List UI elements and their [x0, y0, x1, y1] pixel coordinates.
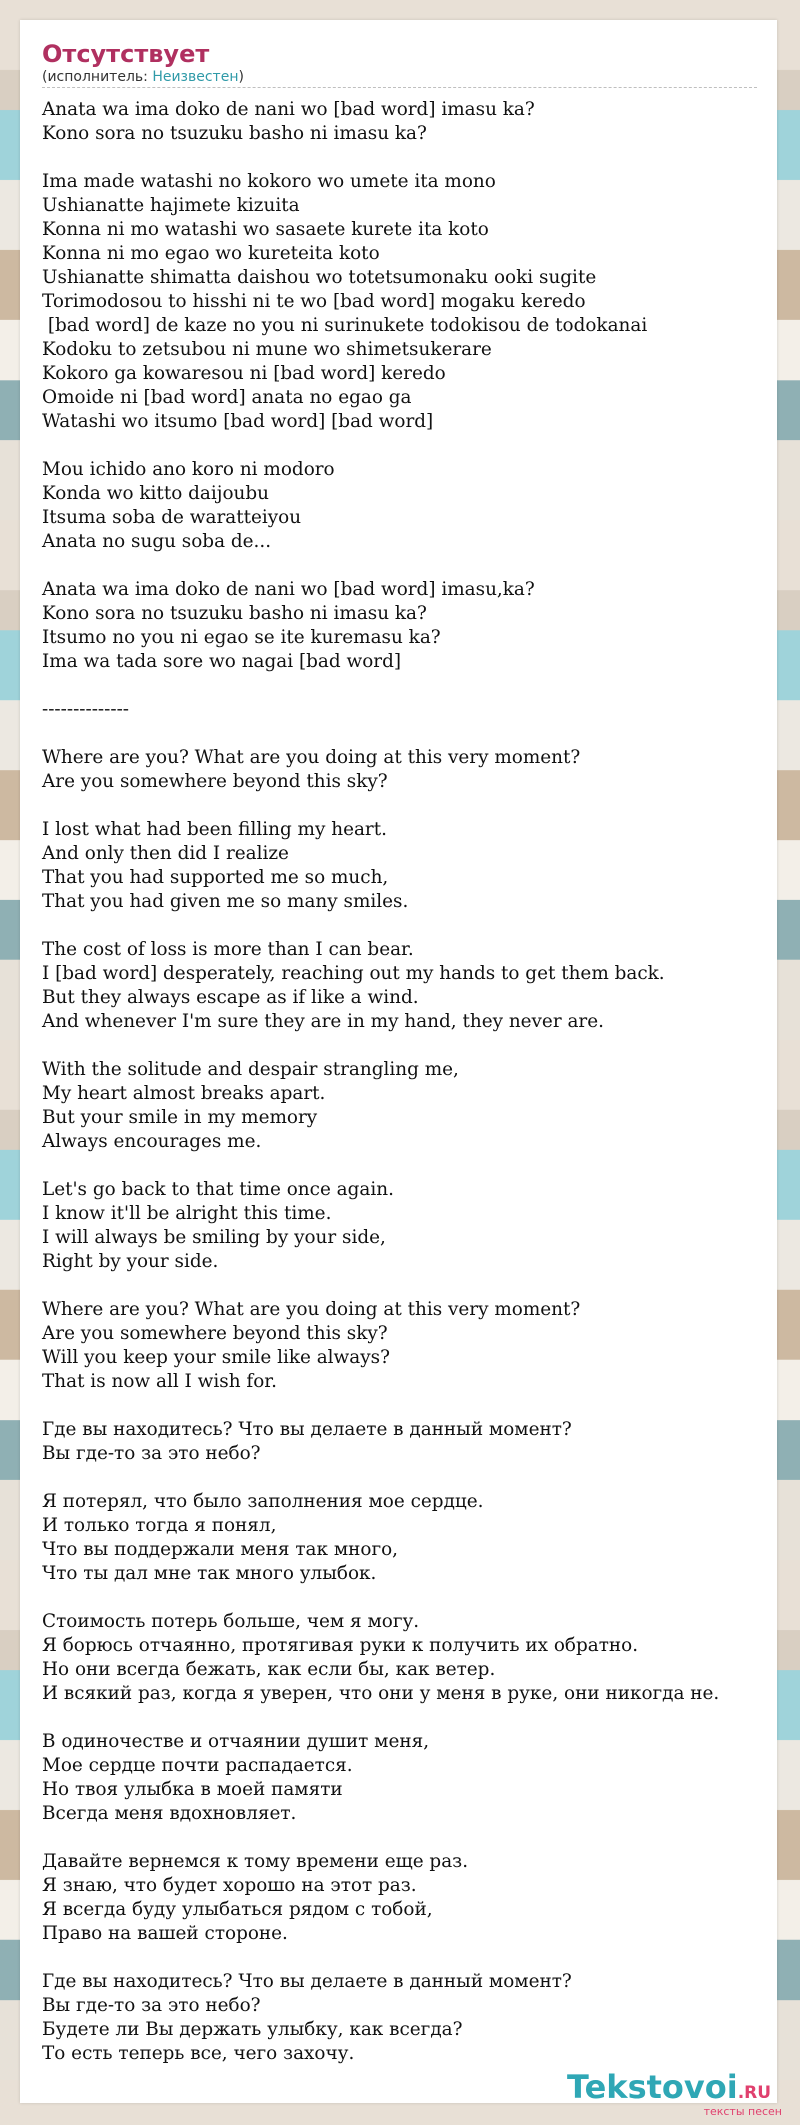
- lyric-line: Ima made watashi no kokoro wo umete ita mono: [42, 171, 496, 192]
- lyric-line: Что вы поддержали меня так много,: [42, 1539, 399, 1560]
- lyric-line: My heart almost breaks apart.: [42, 1083, 326, 1104]
- lyric-line: Kono sora no tsuzuku basho ni imasu ka?: [42, 603, 427, 624]
- lyric-line: Anata no sugu soba de...: [42, 531, 272, 552]
- lyric-line: [42, 1154, 800, 1178]
- lyric-line: And whenever I'm sure they are in my hand, they never are.: [42, 1011, 604, 1032]
- lyric-line: [42, 1274, 800, 1298]
- lyric-line: Ushianatte shimatta daishou wo totetsumonaku ooki sugite: [42, 267, 597, 288]
- lyric-line: [42, 1946, 800, 1970]
- lyric-line: --------------: [42, 699, 129, 720]
- lyric-line: Мое сердце почти распадается.: [42, 1755, 353, 1776]
- lyric-line: [42, 1706, 800, 1730]
- lyric-line: Всегда меня вдохновляет.: [42, 1803, 297, 1824]
- lyric-line: Kono sora no tsuzuku basho ni imasu ka?: [42, 123, 427, 144]
- lyric-line: Always encourages me.: [42, 1131, 262, 1152]
- lyric-line: И всякий раз, когда я уверен, что они у меня в руке, они никогда не.: [42, 1683, 720, 1704]
- lyric-line: [42, 674, 800, 698]
- lyric-line: Будете ли Вы держать улыбку, как всегда?: [42, 2019, 463, 2040]
- lyric-line: I lost what had been filling my heart.: [42, 819, 387, 840]
- lyric-line: Mou ichido ano koro ni modoro: [42, 459, 335, 480]
- lyric-line: Torimodosou to hisshi ni te wo [bad word] mogaku keredo: [42, 291, 586, 312]
- lyric-line: Anata wa ima doko de nani wo [bad word] imasu ka?: [42, 99, 535, 120]
- lyric-line: [42, 914, 800, 938]
- lyric-line: Itsuma soba de waratteiyou: [42, 507, 302, 528]
- lyric-line: Где вы находитесь? Что вы делаете в данный момент?: [42, 1419, 572, 1440]
- artist-prefix: (исполнитель:: [42, 69, 153, 85]
- logo-name: Tekstovoi: [567, 2068, 738, 2106]
- lyric-line: Но они всегда бежать, как если бы, как ветер.: [42, 1659, 496, 1680]
- lyric-line: Вы где-то за это небо?: [42, 1443, 261, 1464]
- lyric-line: Let's go back to that time once again.: [42, 1179, 394, 1200]
- lyric-line: Kodoku to zetsubou ni mune wo shimetsukerare: [42, 339, 492, 360]
- lyric-line: Ushianatte hajimete kizuita: [42, 195, 300, 216]
- lyric-line: [42, 1034, 800, 1058]
- lyric-line: Are you somewhere beyond this sky?: [42, 1323, 388, 1344]
- lyric-line: Konda wo kitto daijoubu: [42, 483, 269, 504]
- lyric-line: [42, 554, 800, 578]
- artist-suffix: ): [238, 69, 244, 85]
- lyric-line: The cost of loss is more than I can bear.: [42, 939, 414, 960]
- lyric-line: Where are you? What are you doing at this very moment?: [42, 747, 581, 768]
- lyric-line: [42, 1466, 800, 1490]
- lyric-line: Where are you? What are you doing at this very moment?: [42, 1299, 581, 1320]
- lyric-line: Но твоя улыбка в моей памяти: [42, 1779, 343, 1800]
- lyric-line: Стоимость потерь больше, чем я могу.: [42, 1611, 420, 1632]
- lyric-line: Itsumo no you ni egao se ite kuremasu ka?: [42, 627, 441, 648]
- lyric-line: That is now all I wish for.: [42, 1371, 277, 1392]
- lyric-line: [42, 1394, 800, 1418]
- lyric-line: [42, 434, 800, 458]
- lyric-line: But they always escape as if like a wind.: [42, 987, 419, 1008]
- lyric-line: Где вы находитесь? Что вы делаете в данный момент?: [42, 1971, 572, 1992]
- logo-tagline: тексты песен: [703, 2105, 782, 2118]
- lyric-line: Я борюсь отчаянно, протягивая руки к получить их обратно.: [42, 1635, 639, 1656]
- lyric-line: Are you somewhere beyond this sky?: [42, 771, 388, 792]
- lyric-line: Kokoro ga kowaresou ni [bad word] keredo: [42, 363, 446, 384]
- lyric-line: Ima wa tada sore wo nagai [bad word]: [42, 651, 402, 672]
- lyric-line: В одиночестве и отчаянии душит меня,: [42, 1731, 430, 1752]
- lyric-line: I will always be smiling by your side,: [42, 1227, 386, 1248]
- lyric-line: Konna ni mo egao wo kureteita koto: [42, 243, 380, 264]
- lyric-line: Right by your side.: [42, 1251, 219, 1272]
- lyric-line: Konna ni mo watashi wo sasaete kurete ita koto: [42, 219, 489, 240]
- lyric-line: That you had given me so many smiles.: [42, 891, 409, 912]
- lyric-line: [42, 794, 800, 818]
- lyric-line: [42, 1586, 800, 1610]
- lyric-line: But your smile in my memory: [42, 1107, 318, 1128]
- lyric-line: And only then did I realize: [42, 843, 289, 864]
- lyric-line: Я знаю, что будет хорошо на этот раз.: [42, 1875, 417, 1896]
- lyric-line: Что ты дал мне так много улыбок.: [42, 1563, 377, 1584]
- lyric-line: Вы где-то за это небо?: [42, 1995, 261, 2016]
- lyric-line: That you had supported me so much,: [42, 867, 389, 888]
- lyric-line: [42, 146, 800, 170]
- lyric-line: Omoide ni [bad word] anata no egao ga: [42, 387, 412, 408]
- artist-line: [42, 68, 757, 86]
- lyric-line: Право на вашей стороне.: [42, 1923, 288, 1944]
- lyrics-panel: [20, 20, 782, 2118]
- lyric-line: I [bad word] desperately, reaching out my hands to get them back.: [42, 963, 665, 984]
- lyric-line: I know it'll be alright this time.: [42, 1203, 332, 1224]
- lyric-line: Я всегда буду улыбаться рядом с тобой,: [42, 1899, 433, 1920]
- logo-tld: .RU: [737, 2083, 772, 2103]
- song-title: Отсутствует: [42, 40, 210, 68]
- lyric-line: [42, 722, 800, 746]
- lyric-line: Я потерял, что было заполнения мое сердце.: [42, 1491, 484, 1512]
- lyric-line: И только тогда я понял,: [42, 1515, 277, 1536]
- site-logo[interactable]: [567, 2069, 787, 2125]
- lyric-line: То есть теперь все, чего захочу.: [42, 2043, 355, 2064]
- lyric-line: With the solitude and despair strangling me,: [42, 1059, 459, 1080]
- lyric-line: Watashi wo itsumo [bad word] [bad word]: [42, 411, 434, 432]
- lyric-line: [42, 1826, 800, 1850]
- lyric-line: Will you keep your smile like always?: [42, 1347, 390, 1368]
- lyric-line: [bad word] de kaze no you ni surinukete todokisou de todokanai: [42, 315, 648, 336]
- artist-link[interactable]: Неизвестен: [152, 69, 239, 85]
- lyric-line: Давайте вернемся к тому времени еще раз.: [42, 1851, 469, 1872]
- lyric-line: Anata wa ima doko de nani wo [bad word] imasu,ka?: [42, 579, 535, 600]
- lyrics-text: [42, 98, 800, 2066]
- song-header: [42, 40, 757, 88]
